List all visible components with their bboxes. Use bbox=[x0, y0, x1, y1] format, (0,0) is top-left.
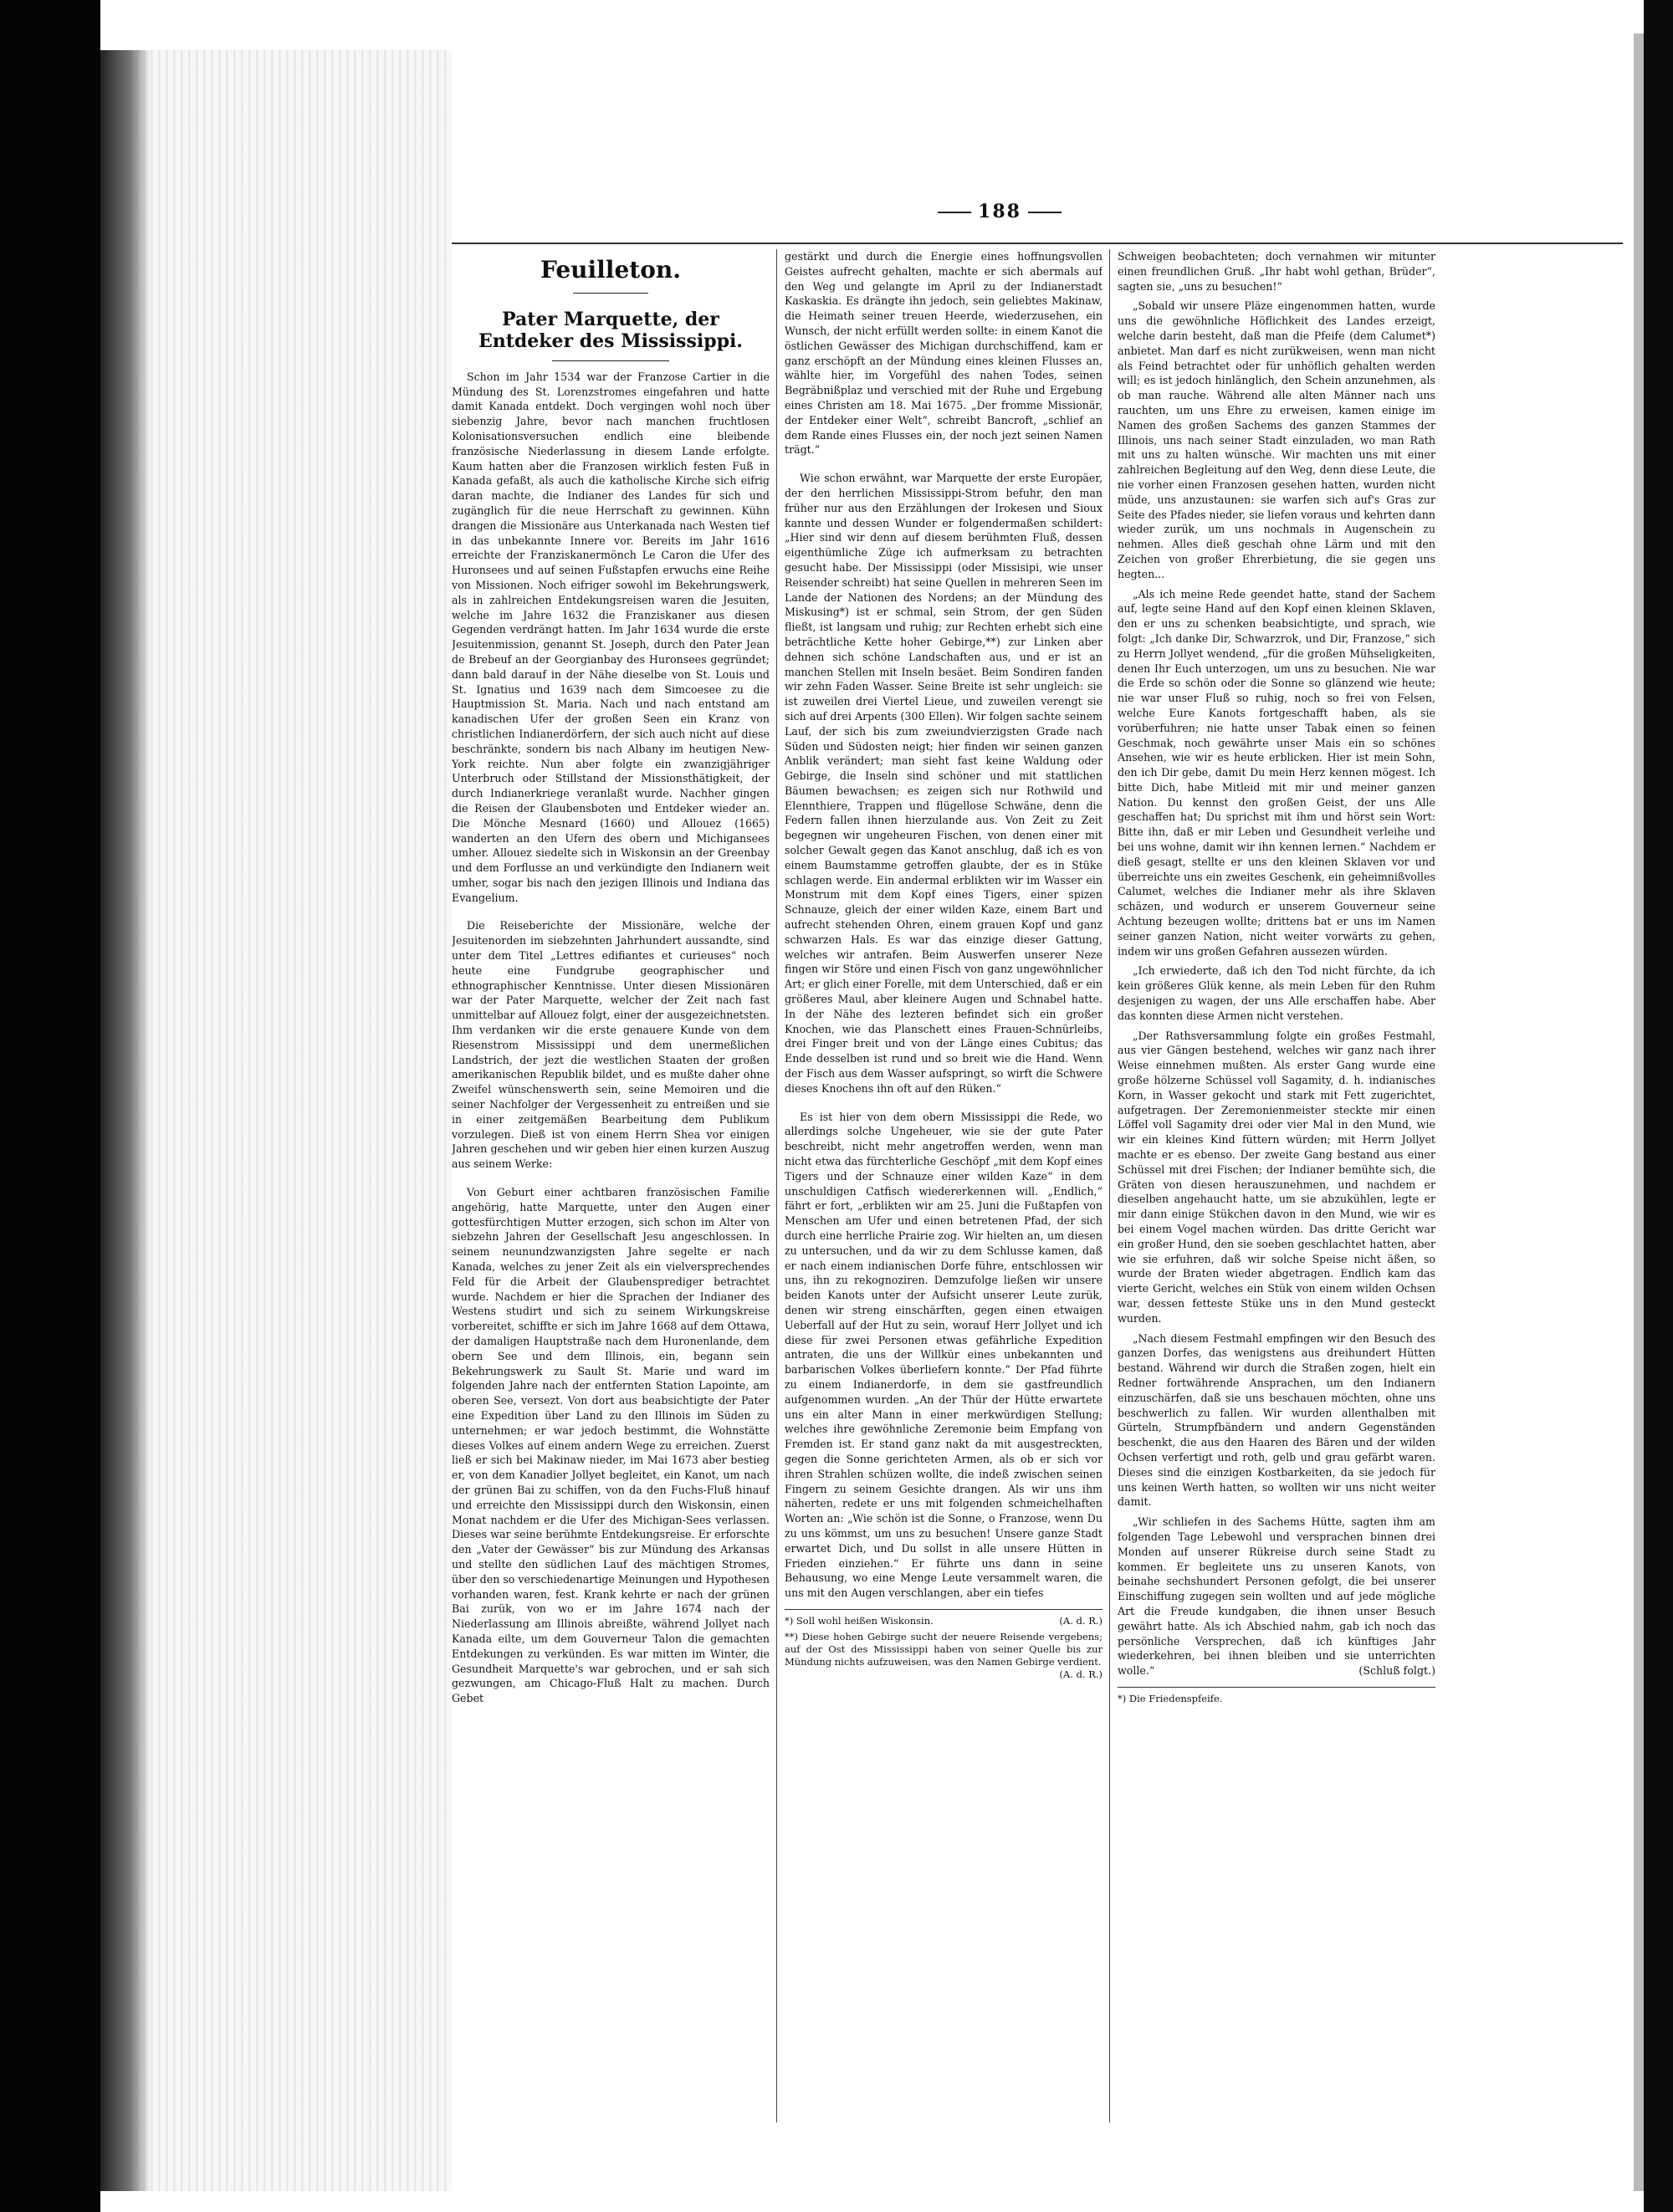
paragraph: Schon im Jahr 1534 war der Franzose Cartier in die Mündung des St. Lorenzstromes eingefahren und hatte damit Kanada entdekt. Doch vergingen wohl noch über siebenzig Jahre, bevor nach manchen fruchtlosen Kolonisationsversuchen endlich eine bleibende französische Niederlassung in diesem Lande erfolgte. Kaum hatten aber die Franzosen wirklich festen Fuß in Kanada gefaßt, als auch die katholische Kirche sich eifrig daran machte, die Indianer des Landes für sich und zugänglich für die neue Herrschaft zu gewinnen. Kühn drangen die Missionäre aus Unterkanada nach Westen tief in das unbekannte Innere vor. Bereits im Jahr 1616 erreichte der Franziskanermönch Le Caron die Ufer des Huronsees und auf seinen Fußstapfen erwuchs eine Reihe von Missionen. Noch eifriger sowohl im Bekehrungswerk, als in zahlreichen Entdekungsreisen waren die Jesuiten, welche im Jahre 1632 die Franziskaner aus diesen Gegenden verdrängt hatten. Im Jahr 1634 wurde die erste Jesuitenmission, genannt St. Joseph, durch den Pater Jean de Brebeuf an der Georgianbay des Huronsees gegründet; dann bald darauf in der Nähe dieselbe von St. Louis und St. Ignatius und 1639 nach dem Simcoesee zu die Hauptmission St. Maria. Nach und nach entstand am kanadischen Ufer der großen Seen ein Kranz von christlichen Indianerdörfern, der sich auch nicht auf diese beschränkte, sondern bis nach Albany im heutigen New-York reichte. Nun aber folgte ein zwanzigjähriger Unterbruch oder Stillstand der Missionsthätigkeit, der durch Indianerkriege veranlaßt wurde. Nachher gingen die Reisen der Glaubensboten und Entdeker wieder an. Die Mönche Mesnard (1660) und Allouez (1665) wanderten an den Ufern des obern und Michigansees umher. Allouez siedelte sich in Wiskonsin an der Greenbay und dem Forflusse an und verkündigte den Indianern weit umher, sogar bis nach den jezigen Illinois und Indiana das Evangelium. bbox=[452, 370, 770, 904]
paragraph: „Sobald wir unsere Pläze eingenommen hatten, wurde uns die gewöhnliche Höflichkeit des Landes erzeigt, welche darin besteht, daß man die Pfeife (dem Calumet*) anbietet. Man darf es nicht zurükweisen, wenn man nicht als Feind betrachtet oder für unhöflich gehalten werden will; es ist jedoch hinlänglich, den Schein anzunehmen, als ob man rauche. Während alle alten Männer nach uns rauchten, um uns Ehre zu erweisen, kamen einige im Namen des großen Sachems des ganzen Stammes der Illinois, uns nach seiner Stadt einzuladen, wo man Rath mit uns zu halten wünsche. Wir machten uns mit einer zahlreichen Begleitung auf den Weg, denn diese Leute, die nie vorher einen Franzosen gesehen hatten, wurden nicht müde, uns anzustaunen: sie warfen sich auf's Gras zur Seite des Pfades nieder, sie liefen voraus und kehrten dann wieder zurük, um uns nochmals in Augenschein zu nehmen. Alles dieß geschah ohne Lärm und mit den Zeichen von großer Ehrerbietung, die sie gegen uns hegten... bbox=[1118, 299, 1435, 580]
column-divider bbox=[776, 249, 777, 2123]
article-rule bbox=[552, 360, 669, 361]
paragraph: „Der Rathsversammlung folgte ein großes Festmahl, aus vier Gängen bestehend, welches wir ganz nach ihrer Weise einnehmen mußten. Als erster Gang wurde eine große hölzerne Schüssel voll Sagamity, d. h. indianisches Korn, in Wasser gekocht und stark mit Fett zugerichtet, aufgetragen. Der Zeremonienmeister steckte mir einen Löffel voll Sagamity drei oder vier Mal in den Mund, wie wir ein kleines Kind füttern würden; mit Herrn Jollyet machte er es ebenso. Der zweite Gang bestand aus einer Schüssel mit drei Fischen; der Indianer bemühte sich, die Gräten von diesen herauszunehmen, und nachdem er dieselben angehaucht hatte, um sie abzukühlen, legte er mir dann einige Stükchen davon in den Mund, wie wir es bei einem Vogel machen würden. Das dritte Gericht war ein großer Hund, den sie soeben geschlachtet hatten, aber wie sie erfuhren, daß wir solche Speise nicht äßen, so wurde der Braten wieder abgetragen. Endlich kam das vierte Gericht, welches ein Stük von einem wilden Ochsen war, dessen fetteste Stüke uns in den Mund gesteckt wurden. bbox=[1118, 1029, 1435, 1325]
binding-shadow bbox=[100, 50, 151, 2191]
column-divider bbox=[1109, 249, 1110, 2123]
column-2 bbox=[785, 249, 1103, 2156]
scan-margin-left bbox=[0, 0, 100, 2212]
book-binding bbox=[100, 50, 452, 2191]
footnote: **) Diese hohen Gebirge sucht der neuere Reisende vergebens; auf der Ost des Mississippi haben von seiner Quelle bis zur Mündung nichts aufzuweisen, was den Namen Gebirge verdient. (A. d. R.) bbox=[785, 1630, 1103, 1680]
page-number: 188 bbox=[916, 201, 1083, 222]
footnotes bbox=[1118, 1687, 1435, 1705]
header-rule bbox=[452, 243, 1623, 244]
paragraph: gestärkt und durch die Energie eines hoffnungsvollen Geistes aufrecht gehalten, machte er sich abermals auf den Weg und gelangte im April zu der Indianerstadt Kaskaskia. Es drängte ihn jedoch, sein geliebtes Makinaw, die Heimath seiner treuen Heerde, wiederzusehen, ein Wunsch, der nicht erfüllt werden sollte: in einem Kanot die östlichen Gewässer des Michigan durchschiffend, kam er ganz erschöpft an der Mündung eines kleinen Flusses an, wählte hier, im Vorgefühl des nahen Todes, seinen Begräbnißplaz und verschied mit der Ruhe und Ergebung eines Christen am 18. Mai 1675. „Der fromme Missionär, der Entdeker einer Welt“, schreibt Bancroft, „schlief an dem Rande eines Flusses ein, der noch jezt seinen Namen trägt.“ bbox=[785, 250, 1103, 457]
section-title: Feuilleton. bbox=[540, 256, 681, 284]
footnote-credit: (A. d. R.) bbox=[1059, 1614, 1103, 1627]
column-3 bbox=[1118, 249, 1435, 2156]
column-1 bbox=[452, 251, 770, 2158]
paragraph: „Als ich meine Rede geendet hatte, stand der Sachem auf, legte seine Hand auf den Kopf einen kleinen Sklaven, den er uns zu schenken beabsichtigte, und sprach, wie folgt: „Ich danke Dir, Schwarzrok, und Dir, Franzose,“ sich zu Herrn Jollyet wendend, „für die großen Mühseligkeiten, denen Ihr Euch unterzogen, um uns zu besuchen. Nie war die Erde so schön oder die Sonne so glänzend wie heute; nie war unser Fluß so ruhig, noch so frei von Felsen, welche Eure Kanots fortgeschafft haben, als sie vorüberfuhren; nie hatte unser Tabak einen so feinen Geschmak, noch gewährte unser Mais ein so schönes Ansehen, wie wir es heute erblicken. Hier ist mein Sohn, den ich Dir gebe, damit Du mein Herz kennen mögest. Ich bitte Dich, habe Mitleid mit mir und meiner ganzen Nation. Du kennst den großen Geist, der uns Alle geschaffen hat; Du sprichst mit ihm und hörst sein Wort: Bitte ihn, daß er mir Leben und Gesundheit verleihe und bei uns wohne, damit wir ihn kennen lernen.“ Nachdem er dieß gesagt, stellte er uns den kleinen Sklaven vor und überreichte uns ein zweites Geschenk, ein geheimnißvolles Calumet, welches die Indianer mehr als ihre Sklaven schäzen, und wodurch er unserem Gouverneur seine Achtung bezeugen wollte; drittens bat er uns im Namen seiner ganzen Nation, nicht weiter vorwärts zu gehen, indem wir uns großen Gefahren aussezen würden. bbox=[1118, 587, 1435, 958]
paragraph: Von Geburt einer achtbaren französischen Familie angehörig, hatte Marquette, unter den Augen einer gottesfürchtigen Mutter erzogen, sich schon im Alter von siebzehn Jahren der Gesellschaft Jesu angeschlossen. In seinem neunundzwanzigsten Jahre segelte er nach Kanada, welches zu jener Zeit als ein vielversprechendes Feld für die Arbeit der Glaubensprediger betrachtet wurde. Nachdem er hier die Sprachen der Indianer des Westens studirt und sich zu seinem Wirkungskreise vorbereitet, schiffte er sich im Jahre 1668 auf dem Ottawa, der damaligen Hauptstraße nach dem Huronenlande, dem obern See und dem Illinois, ein, begann sein Bekehrungswerk zu Sault St. Marie und ward im folgenden Jahre nach der entfernten Station Lapointe, am oberen See, versezt. Von dort aus beabsichtigte der Pater eine Expedition über Land zu den Illinois im Süden zu unternehmen; er war jedoch bestimmt, die Wohnstätte dieses Volkes auf einem andern Wege zu erreichen. Zuerst ließ er sich bei Makinaw nieder, im Mai 1673 aber bestieg er, von dem Kanadier Jollyet begleitet, ein Kanot, um nach der grünen Bai zu schiffen, von da den Fuchs-Fluß hinauf und erreichte den Mississippi durch den Wiskonsin, einen Monat nachdem er die Ufer des Michigan-Sees verlassen. Dieses war seine berühmte Entdekungsreise. Er erforschte den „Vater der Gewässer“ bis zur Mündung des Arkansas und stellte den südlichen Lauf des mächtigen Stromes, über den so verschiedenartige Meinungen und Hypothesen vorhanden waren, fest. Krank kehrte er nach der grünen Bai zurük, von wo er im Jahre 1674 nach der Niederlassung am Illinois abreißte, während Jollyet nach Kanada eilte, um dem Gouverneur Talon die gemachten Entdekungen zu verkünden. Es war mitten im Winter, die Gesundheit Marquette's war gebrochen, und er sah sich gezwungen, am Chicago-Fluß Halt zu machen. Durch Gebet bbox=[452, 1186, 770, 1705]
article-title: Pater Marquette, der Entdeker des Mississippi. bbox=[478, 308, 743, 352]
footnote: *) Die Friedenspfeife. bbox=[1118, 1692, 1223, 1704]
paragraph: „Nach diesem Festmahl empfingen wir den Besuch des ganzen Dorfes, das wenigstens aus dreihundert Hütten bestand. Während wir durch die Straßen zogen, hielt ein Redner fortwährende Ansprachen, um den Indianern einzuschärfen, daß sie uns beschauen möchten, ohne uns beschwerlich zu fallen. Wir wurden allenthalben mit Gürteln, Strumpfbändern und andern Gegenständen beschenkt, die aus den Haaren des Bären und der wilden Ochsen verfertigt und roth, gelb und grau gefärbt waren. Dieses sind die einzigen Kostbarkeiten, da sie jedoch für uns keinen Werth hatten, so wollten wir uns nicht weiter damit. bbox=[1118, 1331, 1435, 1509]
page-edge-right bbox=[1634, 33, 1644, 2191]
newspaper-page bbox=[452, 201, 1623, 2174]
paragraph: Die Reiseberichte der Missionäre, welche der Jesuitenorden im siebzehnten Jahrhundert aussandte, sind unter dem Titel „Lettres edifiantes et curieuses“ noch heute eine Fundgrube geographischer und ethnographischer Kenntnisse. Unter diesen Missionären war der Pater Marquette, welcher der Zeit nach fast unmittelbar auf Allouez folgt, einer der ausgezeichnetsten. Ihm verdanken wir die erste genauere Kunde von dem Riesenstrom Mississippi und dem unermeßlichen Landstrich, der jezt die westlichen Staaten der großen amerikanischen Republik bildet, und es mußte daher ohne Zweifel wünschenswerth sein, seine Memoiren und die seiner Nachfolger der Vergessenheit zu entreißen und sie in einer zeitgemäßen Bearbeitung dem Publikum vorzulegen. Dieß ist von einem Herrn Shea vor einigen Jahren geschehen und wir geben hier einen kurzen Auszug aus seinem Werke: bbox=[452, 919, 770, 1171]
footnote-credit: (A. d. R.) bbox=[1059, 1668, 1103, 1680]
paragraph: „Wir schliefen in des Sachems Hütte, sagten ihm am folgenden Tage Lebewohl und versprachen binnen drei Monden auf unserer Rükreise durch seine Stadt zu kommen. Er begleitete uns zu unseren Kanots, von beinahe sechshundert Personen gefolgt, die bei unserer Einschiffung zugegen sein wollten und auf jede mögliche Art die Freude kundgaben, die ihnen unser Besuch gewährt hatte. Als ich Abschied nahm, gab ich noch das persönliche Versprechen, daß ich künftiges Jahr wiederkehren, bei ihnen bleiben und sie unterrichten wolle.“ (Schluß folgt.) bbox=[1118, 1515, 1435, 1678]
paragraph: Wie schon erwähnt, war Marquette der erste Europäer, der den herrlichen Mississippi-Strom befuhr, den man früher nur aus den Erzählungen der Irokesen und Sioux kannte und dessen Wunder er folgendermaßen schildert: „Hier sind wir denn auf diesem berühmten Fluß, dessen eigenthümliche Züge ich aufmerksam zu betrachten gesucht habe. Der Mississippi (oder Missisipi, wie unser Reisender schreibt) hat seine Quellen in mehreren Seen im Lande der Nationen des Nordens; an der Mündung des Miskusing*) ist er schmal, sein Strom, der gen Süden fließt, ist langsam und ruhig; zur Rechten erhebt sich eine beträchtliche Kette hoher Gebirge,**) zur Linken aber dehnen sich schöne Landschaften aus, und er ist an manchen Stellen mit Inseln besäet. Beim Sondiren fanden wir zehn Faden Wasser. Seine Breite ist sehr ungleich: sie ist zuweilen drei Viertel Lieue, und zuweilen verengt sie sich auf drei Arpents (300 Ellen). Wir folgen sachte seinem Lauf, der sich bis zum zweiundvierzigsten Grade nach Süden und Südosten neigt; hier finden wir seinen ganzen Anblik verändert; man sieht fast keine Waldung oder Gebirge, die Inseln sind schöner und mit stattlichen Bäumen bewachsen; es zeigen sich nur Rothwild und Elennthiere, Trappen und flügellose Schwäne, denn die Federn fallen ihnen hierzulande aus. Von Zeit zu Zeit begegnen wir ungeheuren Fischen, von denen einer mit solcher Gewalt gegen das Kanot anschlug, daß ich es von einem Baumstamme getroffen glaubte, der es in Stüke schlagen werde. Ein andermal erblikten wir im Wasser ein Monstrum mit dem Kopf eines Tigers, einer spizen Schnauze, gleich der einer wilden Kaze, einem Bart und aufrecht stehenden Ohren, einem grauen Kopf und ganz schwarzen Hals. Es war das einzige dieser Gattung, welches wir antrafen. Beim Auswerfen unserer Neze fingen wir Störe und einen Fisch von ganz ungewöhnlicher Art; er glich einer Forelle, mit dem Unterschied, daß er ein größeres Maul, aber kleinere Augen und Schnabel hatte. In der Nähe des lezteren befindet sich ein großer Knochen, wie das Planschett eines Frauen-Schnürleibs, drei Finger breit und von der Länge eines Cubitus; das Ende desselben ist rund und so breit wie die Hand. Wenn der Fisch aus dem Wasser aufspringt, so wirft die Schwere dieses Knochens ihn oft auf den Rüken.“ bbox=[785, 472, 1103, 1095]
scan-margin-right bbox=[1644, 0, 1673, 2212]
paragraph: „Ich erwiederte, daß ich den Tod nicht fürchte, da ich kein größeres Glük kenne, als mein Leben für den Ruhm desjenigen zu wagen, der uns Alle erschaffen habe. Aber das konnten diese Armen nicht verstehen. bbox=[1118, 964, 1435, 1022]
footnote: *) Soll wohl heißen Wiskonsin. (A. d. R.) bbox=[785, 1614, 1103, 1627]
footnotes bbox=[785, 1609, 1103, 1680]
continuation-note: (Schluß folgt.) bbox=[1358, 1664, 1435, 1678]
section-rule bbox=[573, 293, 648, 294]
paragraph: Es ist hier von dem obern Mississippi die Rede, wo allerdings solche Ungeheuer, wie sie der gute Pater beschreibt, nicht mehr angetroffen werden, wenn man nicht etwa das fürchterliche Geschöpf „mit dem Kopf eines Tigers und der Schnauze einer wilden Kaze“ in dem unschuldigen Catfisch wiedererkennen will. „Endlich,“ fährt er fort, „erblikten wir am 25. Juni die Fußtapfen von Menschen am Ufer und einen betretenen Pfad, der sich durch eine herrliche Prairie zog. Wir hielten an, um diesen zu untersuchen, und da wir zu dem Schlusse kamen, daß er nach einem indianischen Dorfe führe, entschlossen wir uns, ihn zu rekognoziren. Demzufolge ließen wir unsere beiden Kanots unter der Aufsicht unserer Leute zurük, denen wir streng einschärften, gegen einen etwaigen Ueberfall auf der Hut zu sein, worauf Herr Jollyet und ich diese für zwei Personen etwas gefährliche Expedition antraten, die uns der Willkür eines unbekannten und barbarischen Volkes überliefern konnte.“ Der Pfad führte zu einem Indianerdorfe, in dem sie gastfreundlich aufgenommen wurden. „An der Thür der Hütte erwartete uns ein alter Mann in einer merkwürdigen Stellung; welches ihre gewöhnliche Zeremonie beim Empfang von Fremden ist. Er stand ganz nakt da mit ausgestreckten, gegen die Sonne gerichteten Armen, als ob er sich vor ihren Strahlen schüzen wollte, die indeß zwischen seinen Fingern zu seinem Gesichte drangen. Als wir uns ihm näherten, redete er uns mit folgenden schmeichelhaften Worten an: „Wie schön ist die Sonne, o Franzose, wenn Du zu uns kömmst, um uns zu besuchen! Unsere ganze Stadt erwartet Dich, und Du sollst in alle unsere Hütten in Frieden einziehen.“ Er führte uns dann in seine Behausung, wo eine Menge Leute versammelt waren, die uns mit den Augen verschlangen, aber ein tiefes bbox=[785, 1110, 1103, 1600]
paragraph: Schweigen beobachteten; doch vernahmen wir mitunter einen freundlichen Gruß. „Ihr habt wohl gethan, Brüder“, sagten sie, „uns zu besuchen!“ bbox=[1118, 250, 1435, 293]
